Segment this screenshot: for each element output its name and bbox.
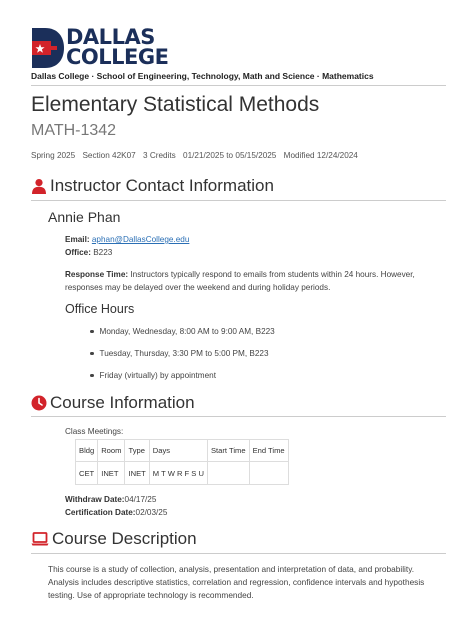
- section-divider: [31, 553, 446, 554]
- office-hours-heading: Office Hours: [65, 302, 135, 316]
- logo-wordmark: [66, 27, 168, 68]
- laptop-icon: [31, 531, 49, 547]
- table-cell: [207, 462, 249, 485]
- course-info-section-title: Course Information: [50, 393, 195, 412]
- section-divider: [31, 416, 446, 417]
- bullet-icon: [90, 374, 94, 378]
- table-cell: CET: [76, 462, 98, 485]
- class-meetings-table: [75, 439, 289, 485]
- certification-date-row: [65, 508, 167, 517]
- course-dates: 01/21/2025 to 05/15/2025: [183, 151, 277, 160]
- user-icon: [31, 178, 47, 194]
- response-time-label: Response Time:: [65, 270, 129, 279]
- description-section-title: Course Description: [52, 529, 197, 548]
- email-link[interactable]: aphan@DallasCollege.edu: [91, 235, 190, 244]
- table-cell: INET: [98, 462, 125, 485]
- dallas-college-logo-icon: [31, 27, 65, 69]
- instructor-section-heading: [31, 176, 274, 196]
- table-header-row: [76, 440, 289, 462]
- withdraw-date-row: [65, 495, 156, 504]
- office-hours-text: Tuesday, Thursday, 3:30 PM to 5:00 PM, B223: [99, 349, 269, 358]
- clock-icon: [31, 395, 47, 411]
- table-cell: INET: [125, 462, 149, 485]
- list-item: [90, 327, 275, 336]
- course-code: MATH-1342: [31, 122, 117, 139]
- credits: 3 Credits: [142, 151, 176, 160]
- office-value: B223: [93, 248, 113, 257]
- description-section-heading: [31, 529, 197, 549]
- section-number: Section 42K07: [82, 151, 136, 160]
- instructor-section-title: Instructor Contact Information: [50, 176, 274, 195]
- certification-date-value: 02/03/25: [135, 508, 168, 517]
- modified-date: Modified 12/24/2024: [283, 151, 358, 160]
- instructor-name: Annie Phan: [48, 209, 121, 225]
- column-header: Bldg: [76, 440, 98, 462]
- table-cell: [249, 462, 288, 485]
- table-row: [76, 462, 289, 485]
- logo-line-1: DALLAS: [66, 25, 155, 49]
- course-meta: [31, 151, 363, 160]
- certification-date-label: Certification Date:: [65, 508, 136, 517]
- office-label: Office:: [65, 248, 91, 257]
- column-header: Type: [125, 440, 149, 462]
- column-header: Start Time: [207, 440, 249, 462]
- header-divider: [31, 85, 446, 86]
- section-divider: [31, 200, 446, 201]
- column-header: Days: [149, 440, 207, 462]
- office-hours-text: Friday (virtually) by appointment: [99, 371, 216, 380]
- column-header: Room: [98, 440, 125, 462]
- withdraw-date-value: 04/17/25: [124, 495, 157, 504]
- list-item: [90, 371, 216, 380]
- page-title: Elementary Statistical Methods: [31, 93, 320, 116]
- list-item: [90, 349, 269, 358]
- bullet-icon: [90, 330, 94, 334]
- response-time-text: Instructors typically respond to emails from students within 24 hours. However, responses may be delayed over the weekend and during holiday periods.: [65, 270, 415, 292]
- breadcrumb: Dallas College · School of Engineering, Technology, Math and Science · Mathematics: [31, 71, 374, 81]
- table-cell: M T W R F S U: [149, 462, 207, 485]
- office-row: [65, 248, 112, 257]
- course-info-section-heading: [31, 393, 195, 413]
- bullet-icon: [90, 352, 94, 356]
- withdraw-date-label: Withdraw Date:: [65, 495, 125, 504]
- term: Spring 2025: [31, 151, 76, 160]
- email-row: [65, 235, 189, 244]
- column-header: End Time: [249, 440, 288, 462]
- course-description: This course is a study of collection, analysis, presentation and interpretation of data, and probability. Analysis includes descriptive statistics, correlation and regression, confidence intervals and hypothesis testing. Use of appropriate technology is recommended.: [48, 564, 425, 600]
- response-time: [65, 268, 430, 294]
- office-hours-text: Monday, Wednesday, 8:00 AM to 9:00 AM, B223: [99, 327, 275, 336]
- logo-line-2: COLLEGE: [66, 45, 169, 69]
- class-meetings-label: Class Meetings:: [65, 427, 124, 436]
- email-label: Email:: [65, 235, 90, 244]
